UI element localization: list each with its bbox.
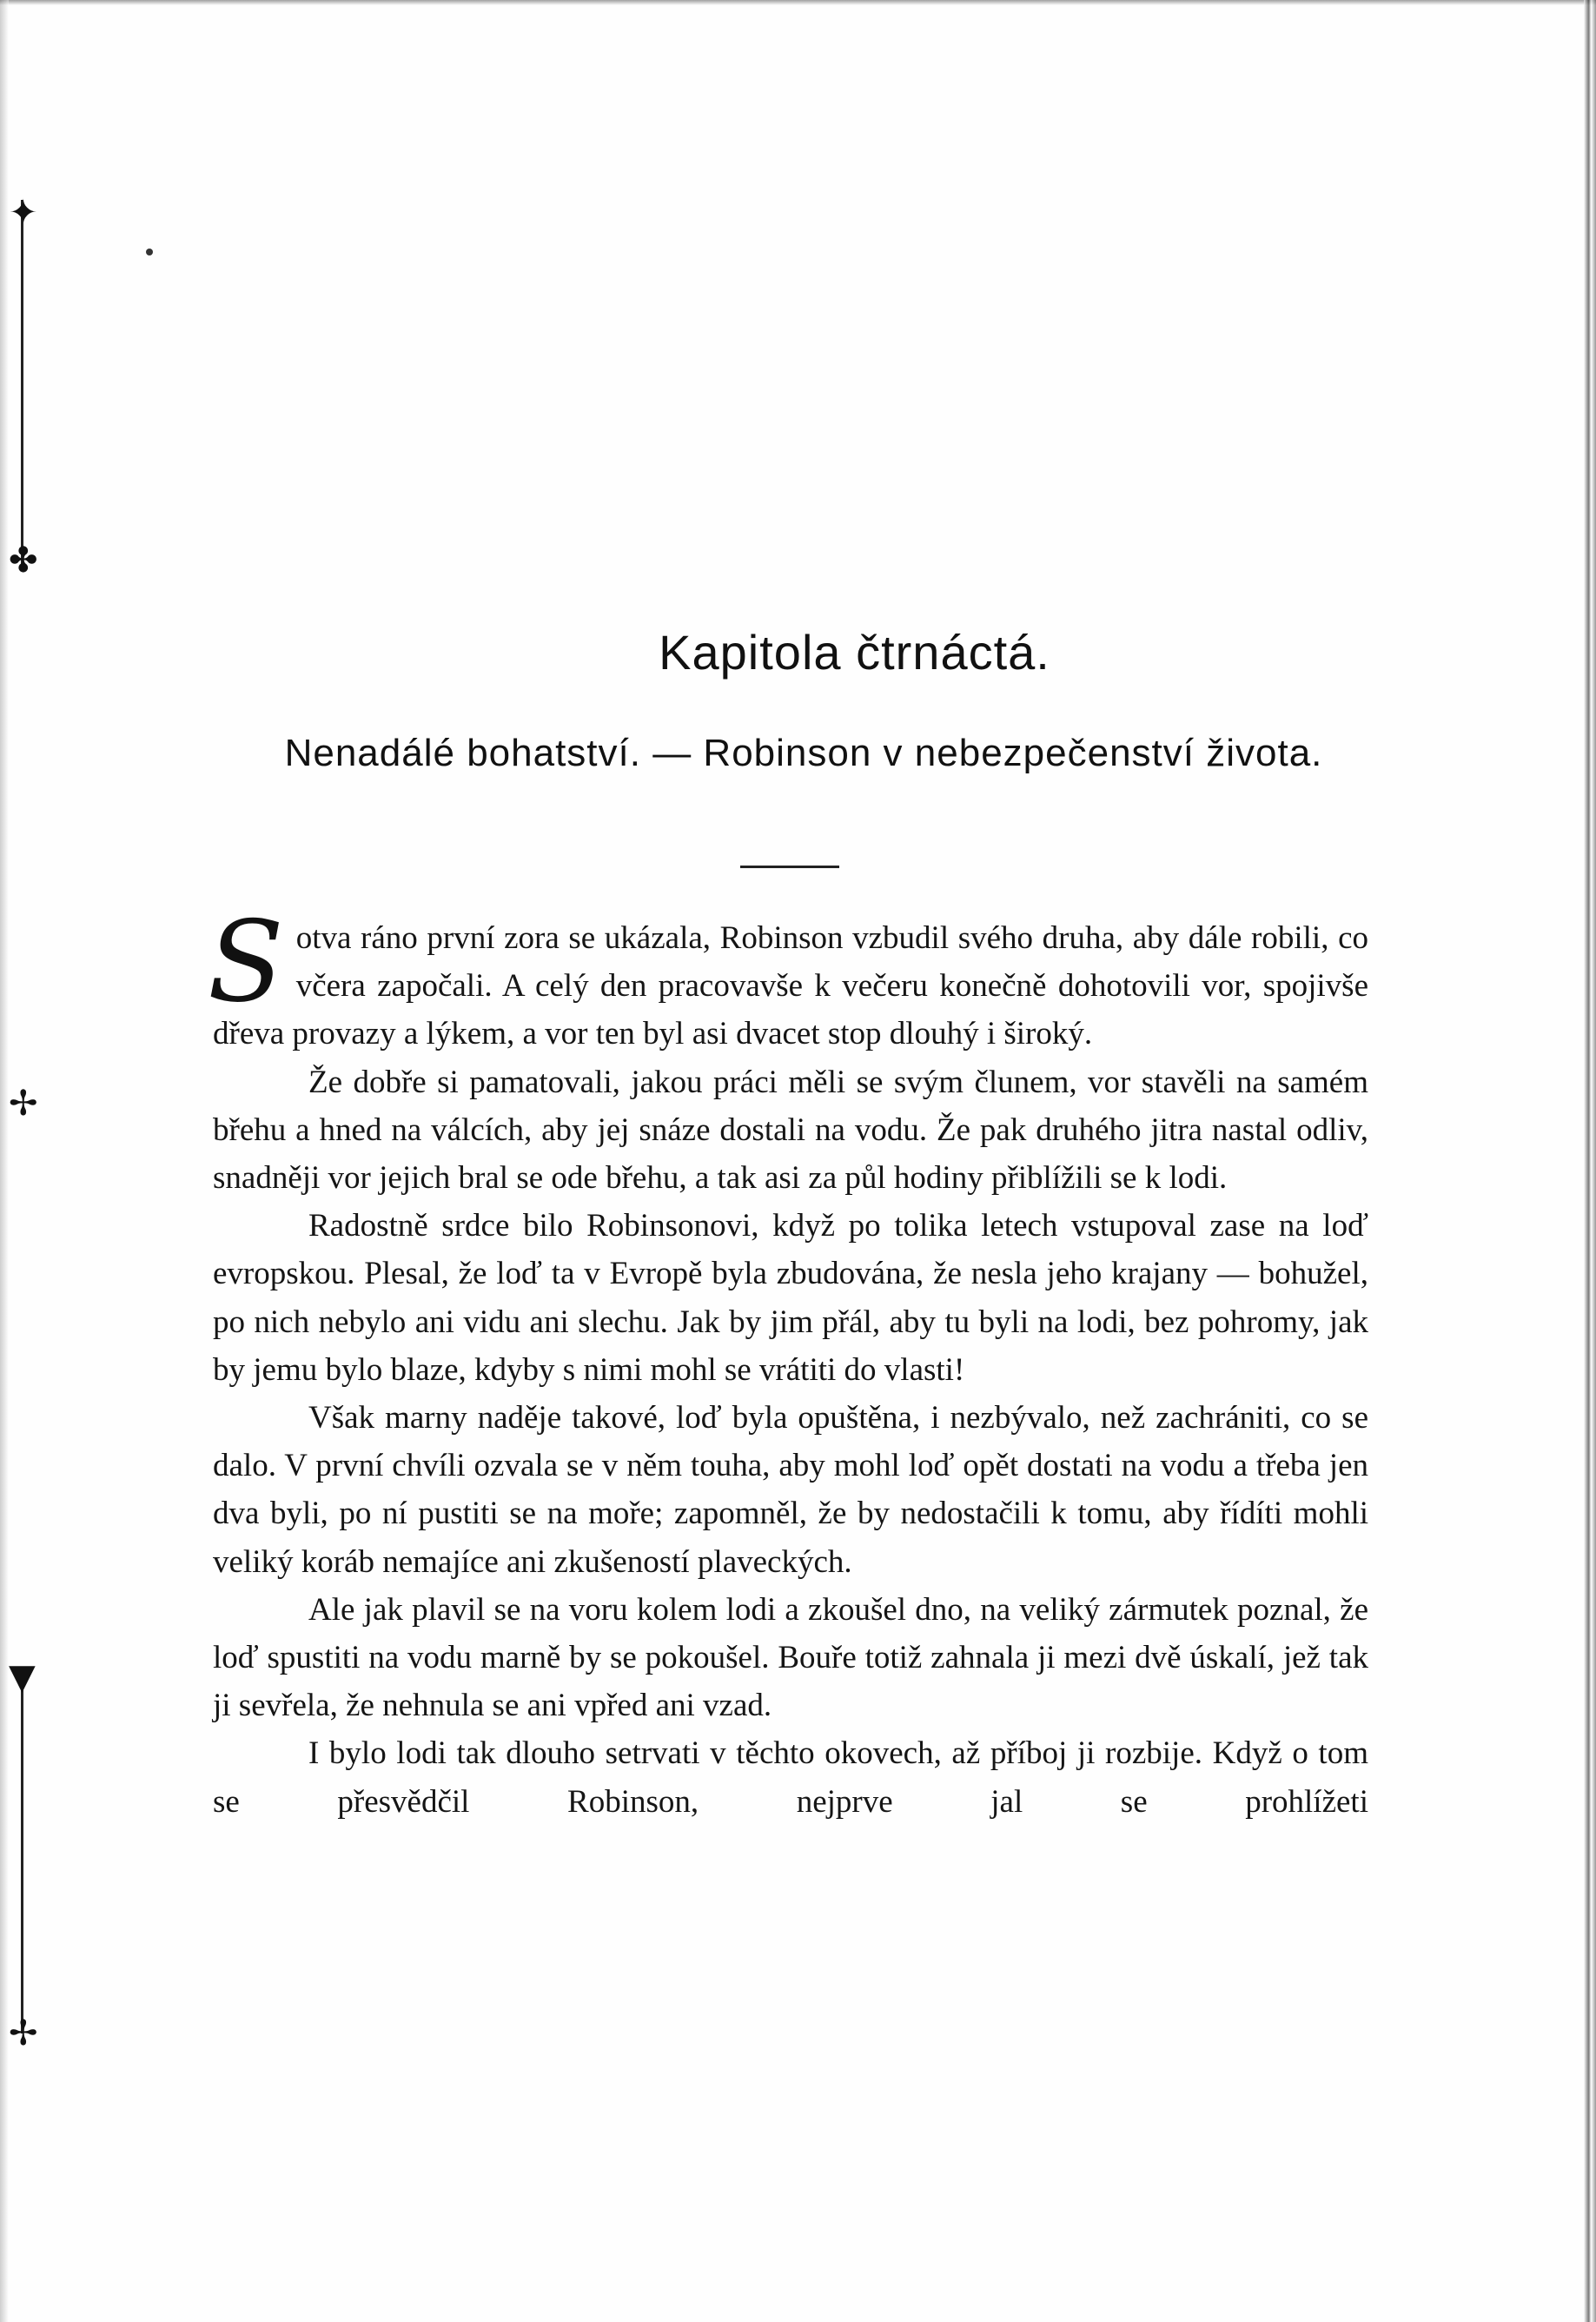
scan-edge-right: [1584, 0, 1596, 2322]
binding-rule-upper: [21, 200, 23, 565]
paragraph: Ale jak plavil se na voru kolem lodi a zkoušel dno, na veliký zármutek poznal, že loď spustiti na vodu marně by se pokoušel. Bouře totiž zahnala ji mezi dvě úskalí, jež tak ji sevřela, že nehnula se ani vpřed ani vzad.: [213, 1591, 1368, 1724]
chapter-title: Kapitola čtrnáctá.: [659, 625, 1050, 680]
chapter-subtitle: Nenadálé bohatství. — Robinson v nebezpečenství života.: [284, 732, 1323, 774]
scan-edge-top: [0, 0, 1596, 5]
paragraph-text: otva ráno první zora se ukázala, Robinson vzbudil svého druha, aby dále robili, co včera započali. A celý den pracovavše k večeru konečně dohotovili vor, spojivše dřeva provazy a lýkem, a vor ten byl asi dvacet stop dlouhý i široký.: [213, 920, 1368, 1052]
binding-cross-icon: ✢: [9, 1084, 38, 1124]
scan-speck: [146, 249, 153, 255]
binding-knot-icon: ✤: [9, 541, 38, 580]
scan-edge-left: [0, 0, 9, 2322]
paragraph: I bylo lodi tak dlouho setrvati v těchto okovech, až příboj ji rozbije. Když o tom se přesvědčil Robinson, nejprve jal se prohlížeti: [213, 1735, 1368, 1820]
binding-cross-lower-icon: ✢: [9, 2014, 38, 2053]
binding-arrow-icon: ✦: [9, 193, 38, 233]
paragraph: Že dobře si pamatovali, jakou práci měli se svým člunem, vor stavěli na samém břehu a hned na válcích, aby jej snáze dostali na vodu. Že pak druhého jitra nastal odliv, snadněji vor jejich bral se ode břehu, a tak asi za půl hodiny přiblížili se k lodi.: [213, 1064, 1368, 1197]
title-divider: [740, 866, 839, 868]
chapter-body: [208, 898, 1368, 1826]
drop-cap: S: [208, 898, 284, 1027]
binding-arrow-lower-icon: ▼: [9, 1657, 36, 1697]
binding-rule-lower: [21, 1669, 23, 2033]
paragraph: Radostně srdce bilo Robinsonovi, když po tolika letech vstupoval zase na loď evropskou. Plesal, že loď ta v Evropě byla zbudována, že nesla jeho krajany — bohužel, po nich nebylo ani vidu ani slechu. Jak by jim přál, aby tu byli na lodi, bez pohromy, jak by jemu bylo blaze, kdyby s nimi mohl se vrátiti do vlasti!: [213, 1208, 1368, 1388]
paragraph: [208, 898, 1368, 1058]
paragraph: Však marny naděje takové, loď byla opuštěna, i nezbývalo, než zachrániti, co se dalo. V první chvíli ozvala se v něm touha, aby mohl loď opět dostati na vodu a třeba jen dva byli, po ní pustiti se na moře; zapomněl, že by nedostačili k tomu, aby řídíti mohli veliký koráb nemajíce ani zkušeností plaveckých.: [213, 1400, 1368, 1580]
